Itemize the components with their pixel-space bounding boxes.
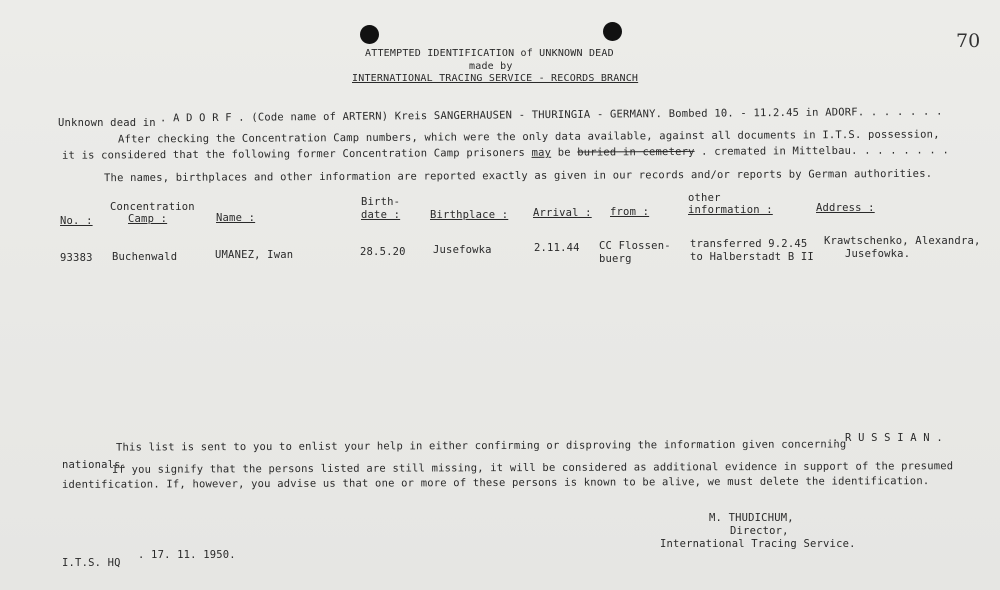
word-be: be — [557, 146, 571, 159]
closing-line-1: This list is sent to you to enlist your help in either confirming or disproving the information given concerning — [115, 438, 847, 454]
signature-title: Director, — [730, 525, 789, 537]
cell-birthdate: 28.5.20 — [360, 246, 406, 258]
closing-line-3: If you signify that the persons listed are still missing, it will be considered as additional evidence in support of the presumed — [111, 460, 954, 476]
paragraph-1-line-2-start: it is considered that the following former Concentration Camp prisoners — [61, 146, 526, 162]
unknown-dead-label: Unknown dead in — [58, 117, 156, 129]
closing-line-4: identification. If, however, you advise us that one or more of these persons is known to be alive, we must delete the identification. — [61, 475, 930, 491]
punch-hole-left — [360, 25, 379, 44]
closing-nationals: nationals. — [62, 459, 128, 471]
emphasis-may: may — [531, 146, 552, 159]
signature-organization: International Tracing Service. — [660, 538, 856, 550]
cell-birthplace: Jusefowka — [433, 244, 492, 256]
cell-from-line-1: CC Flossen- — [599, 240, 671, 252]
header-name: Name : — [216, 212, 256, 224]
header-from: from : — [610, 206, 650, 218]
header-birthdate-top: Birth- — [361, 196, 401, 208]
closing-nationality: . R U S S I A N . — [832, 432, 943, 444]
paragraph-1-line-1: After checking the Concentration Camp numbers, which were the only data available, against all documents in I.T.S. possession, — [117, 128, 940, 146]
header-other-top: other — [688, 192, 721, 204]
header-organization: INTERNATIONAL TRACING SERVICE - RECORDS BRANCH — [352, 73, 639, 84]
header-no: No. : — [60, 215, 93, 227]
footer-date: . 17. 11. 1950. — [138, 549, 236, 561]
cell-address-line-2: Jusefowka. — [845, 248, 911, 260]
paragraph-1-line-2 — [62, 144, 949, 161]
header-birthplace: Birthplace : — [430, 209, 509, 221]
cell-other-line-2: to Halberstadt B II — [690, 251, 814, 263]
cell-other-line-1: transferred 9.2.45 — [690, 238, 808, 250]
cell-address-line-1: Krawtschenko, Alexandra, — [824, 235, 981, 247]
cell-no: 93383 — [60, 252, 93, 264]
paragraph-2: The names, birthplaces and other information are reported exactly as given in our records and/or reports by German authorities. — [103, 167, 933, 185]
header-other-bottom: information : — [688, 204, 773, 216]
unknown-dead-location: . A D O R F . (Code name of ARTERN) Kreis SANGERHAUSEN - THURINGIA - GERMANY. Bombed 10. - 11.2.45 in ADORF. . . . . . . — [159, 105, 943, 125]
header-camp-bottom: Camp : — [128, 213, 168, 225]
header-made-by: made by — [469, 61, 513, 72]
header-arrival: Arrival : — [533, 207, 592, 219]
header-camp-top: Concentration — [110, 201, 195, 213]
header-birthdate-bottom: date : — [361, 209, 401, 221]
punch-hole-right — [603, 22, 622, 41]
cell-arrival: 2.11.44 — [534, 242, 580, 254]
footer-place: I.T.S. HQ — [62, 557, 121, 569]
header-address: Address : — [816, 202, 875, 214]
page-number: 70 — [956, 30, 981, 52]
signature-name: M. THUDICHUM, — [709, 512, 794, 524]
header-title: ATTEMPTED IDENTIFICATION of UNKNOWN DEAD — [365, 48, 614, 59]
struck-out-text: buried in cemetery — [577, 145, 695, 159]
cell-name: UMANEZ, Iwan — [215, 249, 294, 261]
cell-from-line-2: buerg — [599, 253, 632, 265]
cremated-text: . cremated in Mittelbau. . . . . . . . — [701, 144, 950, 158]
cell-camp: Buchenwald — [112, 251, 178, 263]
